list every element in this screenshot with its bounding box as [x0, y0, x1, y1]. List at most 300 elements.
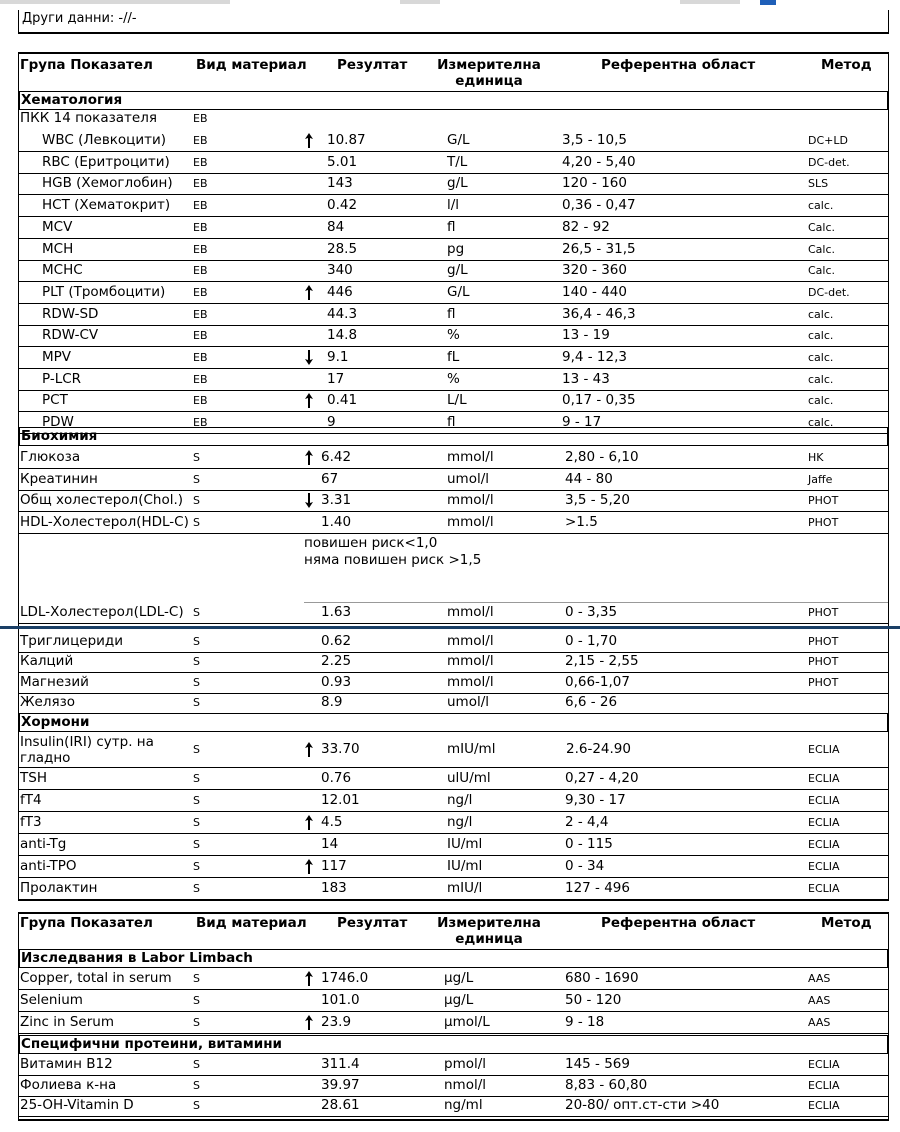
col-header-method: Метод [821, 915, 872, 931]
result-value: 28.5 [327, 240, 358, 257]
table-row [19, 195, 888, 217]
test-name: RDW-SD [42, 305, 99, 322]
table-row [19, 672, 888, 694]
test-name: PDW [42, 414, 74, 431]
test-name: RBC (Еритроцити) [42, 153, 170, 170]
material-code: S [193, 451, 200, 464]
result-value: 2.25 [321, 653, 352, 670]
unit-value: mmol/l [447, 492, 494, 508]
reference-range: 3,5 - 10,5 [562, 132, 627, 148]
table-row [19, 512, 888, 534]
reference-range: 36,4 - 46,3 [562, 305, 636, 322]
result-value: 67 [321, 470, 339, 487]
test-name: HGB (Хемоглобин) [42, 175, 173, 192]
table-row [19, 768, 888, 790]
reference-range: 82 - 92 [562, 218, 610, 235]
unit-value: g/L [447, 175, 468, 192]
unit-value: pmol/l [444, 1056, 487, 1072]
test-name: Общ холестерол(Chol.) [20, 492, 184, 508]
unit-value: mIU/ml [447, 741, 496, 757]
flag-high-arrow-icon [305, 971, 313, 986]
col-header-unit-line2: единица [455, 73, 523, 89]
test-name: RDW-CV [42, 327, 99, 344]
test-name: PCT [42, 392, 68, 409]
test-name: Zinc in Serum [20, 1014, 114, 1030]
section-title: Хематология [21, 92, 123, 108]
test-name: Креатинин [20, 470, 98, 487]
section-title: Хормони [21, 714, 90, 730]
test-name: fT3 [20, 814, 42, 830]
col-header-unit [429, 57, 549, 89]
method-value: ECLIA [808, 794, 840, 807]
table-row [19, 369, 888, 391]
unit-value: ng/ml [444, 1097, 483, 1113]
material-code: EB [193, 112, 208, 125]
flag-low-arrow-icon [305, 493, 313, 508]
col-header-unit [429, 915, 549, 947]
test-name: MCH [42, 240, 74, 257]
unit-value: IU/ml [447, 836, 483, 852]
material-code: S [193, 1099, 200, 1112]
reference-range: 0 - 115 [565, 836, 613, 852]
test-name: fT4 [20, 792, 42, 808]
unit-value: mmol/l [447, 604, 494, 620]
unit-value: IU/ml [447, 858, 483, 874]
test-name: Калций [20, 653, 74, 670]
table-row [19, 651, 888, 673]
reference-range: >1.5 [565, 513, 598, 530]
table-row [19, 447, 888, 469]
col-header-unit-line1: Измерителна [437, 915, 541, 931]
table-row [19, 834, 888, 856]
test-name: MCV [42, 218, 73, 235]
method-value: ECLIA [808, 838, 840, 851]
result-value: 84 [327, 218, 345, 235]
unit-value: umol/l [447, 694, 490, 711]
reference-range: 145 - 569 [565, 1056, 630, 1072]
material-code: S [193, 494, 200, 507]
col-header-result: Резултат [337, 57, 408, 73]
result-value: 340 [327, 262, 353, 279]
material-code: S [193, 655, 200, 669]
method-value: ECLIA [808, 1078, 840, 1092]
unit-value: % [447, 370, 460, 387]
material-code: EB [193, 177, 208, 191]
result-value: 0.62 [321, 633, 352, 649]
method-value: Calc. [808, 220, 836, 234]
result-value: 17 [327, 370, 345, 387]
reference-range: 0,66-1,07 [565, 673, 630, 690]
unit-value: T/L [447, 153, 468, 170]
method-value: HK [808, 451, 824, 464]
test-name [20, 734, 154, 766]
material-code: S [193, 472, 200, 486]
reference-range: 0,36 - 0,47 [562, 197, 636, 214]
table-row [19, 1075, 888, 1097]
flag-high-arrow-icon [305, 1015, 313, 1030]
test-name: 25-OH-Vitamin D [20, 1097, 134, 1113]
table-row [19, 990, 888, 1012]
result-value: 1.63 [321, 604, 352, 620]
reference-range: 13 - 43 [562, 370, 610, 387]
table-row [19, 856, 888, 878]
test-name: Витамин В12 [20, 1056, 113, 1072]
method-value: calc. [808, 307, 834, 321]
unit-value: L/L [447, 392, 467, 409]
material-code: S [193, 743, 200, 756]
material-code: S [193, 675, 200, 689]
test-name: Selenium [20, 992, 83, 1008]
material-code: S [193, 1078, 200, 1092]
material-code: S [193, 635, 200, 648]
test-name: HDL-Холестерол(HDL-C) [20, 513, 189, 530]
material-code: EB [193, 351, 208, 364]
result-value: 3.31 [321, 492, 352, 508]
reference-range: 127 - 496 [565, 880, 630, 896]
material-code: S [193, 772, 200, 785]
material-code: S [193, 994, 200, 1007]
reference-range: 680 - 1690 [565, 970, 639, 986]
table-row [19, 812, 888, 834]
reference-range: 3,5 - 5,20 [565, 492, 630, 508]
result-value: 14 [321, 836, 339, 852]
result-value: 28.61 [321, 1097, 360, 1113]
method-value: AAS [808, 972, 831, 985]
unit-value: % [447, 327, 460, 344]
section-header [19, 91, 888, 110]
result-value: 14.8 [327, 327, 358, 344]
reference-range: 44 - 80 [565, 470, 613, 487]
table-row [19, 1012, 888, 1034]
material-code: S [193, 1016, 200, 1029]
reference-range: 0 - 3,35 [565, 604, 618, 620]
section-header [19, 427, 888, 446]
result-value: 12.01 [321, 792, 360, 808]
results-table-external [18, 912, 889, 1121]
material-code: EB [193, 220, 208, 234]
reference-range: 9 - 17 [562, 414, 602, 431]
result-value: 33.70 [321, 741, 360, 757]
table-row [19, 631, 888, 653]
unit-value: mIU/l [447, 880, 483, 896]
result-value: 446 [327, 283, 353, 300]
method-value: PHOT [808, 675, 839, 689]
section-header [19, 713, 888, 732]
hdl-risk-note [304, 535, 481, 569]
result-value: 0.42 [327, 197, 358, 214]
reference-range: 0 - 1,70 [565, 633, 618, 649]
result-value: 117 [321, 858, 347, 874]
col-header-unit-line2: единица [455, 931, 523, 947]
section-title: Изследвания в Labor Limbach [21, 950, 253, 966]
unit-value: fL [447, 349, 460, 365]
section-header [19, 1035, 888, 1054]
table-row [19, 469, 888, 491]
method-value: calc. [808, 372, 834, 386]
test-name: PLT (Тромбоцити) [42, 283, 166, 300]
flag-high-arrow-icon [305, 285, 313, 300]
test-name: MPV [42, 349, 72, 365]
result-value: 1.40 [321, 513, 352, 530]
method-value: DC+LD [808, 134, 848, 147]
material-code: EB [193, 264, 208, 278]
flag-high-arrow-icon [305, 859, 313, 874]
reference-range: 20-80/ опт.ст-сти >40 [565, 1097, 720, 1113]
method-value: ECLIA [808, 882, 840, 895]
flag-high-arrow-icon [305, 450, 313, 465]
unit-value: mmol/l [447, 513, 494, 530]
result-value: 143 [327, 175, 353, 192]
reference-range: 8,83 - 60,80 [565, 1076, 648, 1093]
table-row [19, 1054, 888, 1076]
toolbar-link-fragment[interactable] [760, 0, 776, 5]
test-name: P-LCR [42, 370, 82, 387]
material-code: S [193, 794, 200, 807]
table-row [19, 304, 888, 326]
test-name: TSH [20, 770, 47, 786]
table-row [19, 347, 888, 369]
unit-value: ng/l [447, 792, 473, 808]
table-row [19, 692, 888, 714]
material-code: S [193, 816, 200, 829]
unit-value: µg/L [444, 992, 474, 1008]
method-value: ECLIA [808, 743, 840, 756]
material-code: EB [193, 199, 208, 213]
table-row [19, 490, 888, 512]
reference-range: 13 - 19 [562, 327, 610, 344]
method-value: PHOT [808, 635, 839, 648]
unit-value: ng/l [447, 814, 473, 830]
unit-value: l/l [447, 197, 460, 214]
test-name: Магнезий [20, 673, 89, 690]
reference-range: 2.6-24.90 [566, 741, 631, 757]
test-name: HCT (Хематокрит) [42, 197, 171, 214]
reference-range: 320 - 360 [562, 262, 627, 279]
material-code: EB [193, 329, 208, 343]
unit-value: umol/l [447, 470, 490, 487]
material-code: EB [193, 416, 208, 430]
test-name: Триглицериди [20, 633, 124, 649]
material-code: EB [193, 134, 208, 147]
method-value: Calc. [808, 242, 836, 256]
test-name: LDL-Холестерол(LDL-C) [20, 604, 184, 620]
unit-value: mmol/l [447, 633, 494, 649]
col-header-result: Резултат [337, 915, 408, 931]
result-value: 0.76 [321, 770, 352, 786]
table-row [19, 602, 888, 624]
test-name-line: гладно [20, 750, 71, 766]
group-name: ПКК 14 показателя [20, 110, 157, 126]
method-value: Calc. [808, 264, 836, 278]
material-code: S [193, 1058, 200, 1071]
unit-value: µg/L [444, 970, 474, 986]
results-table-main [18, 52, 889, 901]
material-code: S [193, 696, 200, 710]
col-header-group: Група Показател [20, 57, 153, 73]
reference-range: 6,6 - 26 [565, 694, 618, 711]
toolbar-fragment [0, 0, 230, 4]
table-row [19, 282, 888, 304]
hdl-note-line: повишен риск<1,0 [304, 535, 438, 551]
screenshot-seam-divider [0, 626, 900, 629]
flag-high-arrow-icon [305, 133, 313, 148]
test-name: Пролактин [20, 880, 98, 896]
method-value: DC-det. [808, 155, 850, 169]
test-name: Глюкоза [20, 449, 81, 465]
col-header-reference: Референтна област [601, 57, 756, 73]
result-value: 44.3 [327, 305, 358, 322]
method-value: calc. [808, 351, 834, 364]
method-value: ECLIA [808, 860, 840, 873]
material-code: EB [193, 372, 208, 386]
table-row [19, 1095, 888, 1117]
table-row [19, 390, 888, 412]
result-value: 101.0 [321, 992, 360, 1008]
result-value: 0.41 [327, 392, 358, 409]
reference-range: 0,27 - 4,20 [565, 770, 639, 786]
result-value: 10.87 [327, 132, 366, 148]
table-row [19, 239, 888, 261]
result-value: 4.5 [321, 814, 343, 830]
flag-low-arrow-icon [305, 350, 313, 365]
method-value: DC-det. [808, 285, 850, 299]
col-header-method: Метод [821, 57, 872, 73]
unit-value: fl [447, 414, 456, 431]
method-value: Jaffe [808, 472, 833, 486]
table-row [19, 732, 888, 768]
unit-value: pg [447, 240, 465, 257]
reference-range: 4,20 - 5,40 [562, 153, 636, 170]
method-value: ECLIA [808, 1099, 840, 1112]
toolbar-fragment [400, 0, 440, 4]
method-value: ECLIA [808, 816, 840, 829]
method-value: PHOT [808, 606, 839, 619]
material-code: EB [193, 285, 208, 299]
test-name: MCHC [42, 262, 83, 279]
unit-value: G/L [447, 132, 470, 148]
method-value: AAS [808, 994, 831, 1007]
method-value: calc. [808, 416, 834, 430]
section-header [19, 949, 888, 968]
flag-high-arrow-icon [305, 393, 313, 408]
result-value: 311.4 [321, 1056, 360, 1072]
material-code: EB [193, 307, 208, 321]
method-value: calc. [808, 199, 834, 213]
result-value: 9 [327, 414, 336, 431]
col-header-reference: Референтна област [601, 915, 756, 931]
section-title: Специфични протеини, витамини [21, 1036, 283, 1052]
unit-value: nmol/l [444, 1076, 487, 1093]
unit-value: µmol/L [444, 1014, 490, 1030]
method-value: PHOT [808, 494, 839, 507]
method-value: ECLIA [808, 772, 840, 785]
top-toolbar-strip [0, 0, 900, 10]
table-row [19, 325, 888, 347]
unit-value: fl [447, 305, 456, 322]
result-value: 23.9 [321, 1014, 352, 1030]
flag-high-arrow-icon [305, 742, 313, 757]
material-code: S [193, 838, 200, 851]
test-name-line: Insulin(IRI) сутр. на [20, 734, 154, 750]
test-name: Желязо [20, 694, 76, 711]
material-code: EB [193, 155, 208, 169]
col-header-group: Група Показател [20, 915, 153, 931]
material-code: S [193, 972, 200, 985]
other-data-text: Други данни: -//- [22, 11, 137, 26]
table-row [19, 878, 888, 900]
result-value: 8.9 [321, 694, 343, 711]
material-code: EB [193, 242, 208, 256]
col-header-material: Вид материал [196, 57, 307, 73]
method-value: ECLIA [808, 1058, 840, 1071]
method-value: calc. [808, 394, 834, 408]
unit-value: ulU/ml [447, 770, 491, 786]
method-value: PHOT [808, 655, 839, 669]
result-value: 1746.0 [321, 970, 369, 986]
reference-range: 9,4 - 12,3 [562, 349, 627, 365]
table-row [19, 968, 888, 990]
reference-range: 2 - 4,4 [565, 814, 609, 830]
unit-value: mmol/l [447, 449, 494, 465]
result-value: 0.93 [321, 673, 352, 690]
table-row-group [19, 110, 888, 128]
table-row [19, 217, 888, 239]
reference-range: 50 - 120 [565, 992, 622, 1008]
reference-range: 9,30 - 17 [565, 792, 626, 808]
hdl-note-line: няма повишен риск >1,5 [304, 552, 482, 568]
unit-value: g/L [447, 262, 468, 279]
col-header-material: Вид материал [196, 915, 307, 931]
result-value: 39.97 [321, 1076, 360, 1093]
table-row [19, 260, 888, 282]
table-row [19, 173, 888, 195]
reference-range: 9 - 18 [565, 1014, 605, 1030]
test-name: anti-TPO [20, 858, 77, 874]
test-name: Фолиева к-на [20, 1076, 117, 1093]
method-value: AAS [808, 1016, 831, 1029]
test-name: anti-Tg [20, 836, 67, 852]
section-title: Биохимия [21, 428, 98, 444]
method-value: SLS [808, 177, 829, 191]
reference-range: 120 - 160 [562, 175, 627, 192]
reference-range: 2,15 - 2,55 [565, 653, 639, 670]
other-data-row [18, 10, 889, 34]
result-value: 5.01 [327, 153, 358, 170]
unit-value: mmol/l [447, 673, 494, 690]
method-value: PHOT [808, 515, 839, 529]
result-value: 9.1 [327, 349, 349, 365]
material-code: S [193, 606, 200, 619]
flag-high-arrow-icon [305, 815, 313, 830]
table-row [19, 790, 888, 812]
unit-value: G/L [447, 283, 470, 300]
toolbar-fragment [680, 0, 740, 4]
test-name: WBC (Левкоцити) [42, 132, 167, 148]
table-row [19, 152, 888, 174]
result-value: 6.42 [321, 449, 352, 465]
col-header-unit-line1: Измерителна [437, 57, 541, 73]
reference-range: 0 - 34 [565, 858, 605, 874]
material-code: S [193, 515, 200, 529]
test-name: Copper, total in serum [20, 970, 172, 986]
unit-value: fl [447, 218, 456, 235]
result-value: 183 [321, 880, 347, 896]
reference-range: 0,17 - 0,35 [562, 392, 636, 409]
material-code: EB [193, 394, 208, 408]
reference-range: 140 - 440 [562, 283, 627, 300]
material-code: S [193, 882, 200, 895]
reference-range: 26,5 - 31,5 [562, 240, 636, 257]
